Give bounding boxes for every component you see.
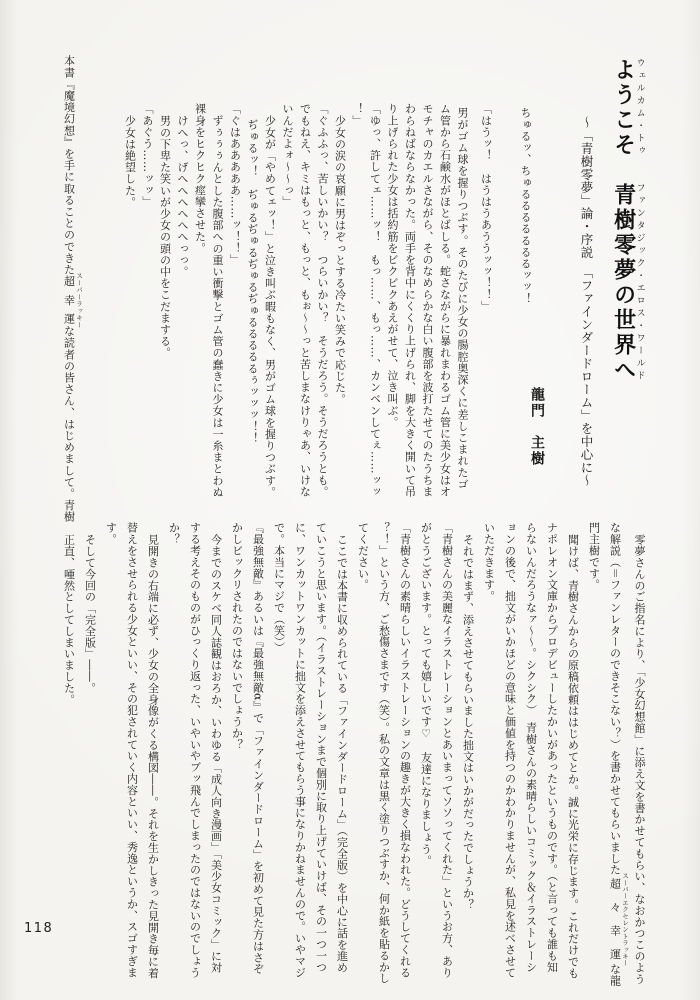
essay-section (58, 522, 650, 988)
text-column: いんだよォ〜〜っ」 (281, 103, 294, 208)
text-column: 男がゴム球を握りつぶす。そのたびに少女の腸腔奥深くに差しこまれたゴ (456, 107, 469, 490)
text-column: ョンの後で、拙文がいかほどの意味と価値を持つのかわかりませんが、私見を述べさせて (503, 522, 517, 978)
text-column: 零夢さんのご指名により、「少女幻想館」に添え文を書かせてもらい、なおかつこのよう (633, 534, 646, 985)
text-column: 聞けば、青樹さんからの原稿依頼ははじめてとか。誠に光栄に存じます。これだけでも (566, 534, 580, 979)
text-column: モチャのカエルさながら、そのなめらかな白い腹部を波打たせてのたうちま (421, 103, 434, 498)
text-column: 「ゆっ、許してェ……ッ！ もっ……、もっ……、カンベンしてぇ……ッッ (368, 103, 382, 498)
text-column: 少女が「やめてェッ！」と泣き叫ぶ暇もなく、男がゴム球を握りつぶす。 (263, 115, 277, 498)
text-column: ここでは本書に収められている「ファインダードローム」（完全版）を中心に話を進め (335, 534, 349, 974)
ruby-annotated-text: ようこそウェルカム・トゥ (610, 58, 645, 158)
text-column: がとうございます。とっても嬉しいです♡ 友達になりましょう。 (419, 522, 433, 866)
text-column: 少女の涙の哀願に男はぞっとする冷たい笑みで応じた。 (333, 115, 347, 405)
ruby-annotated-text: 超々幸運 スーパーエクセレントラッキー (608, 872, 629, 967)
page-title (604, 58, 645, 383)
text-column: 「ぐはあああああ……ッ！！」 (228, 103, 242, 266)
text-column: らないんだろうなァ〜〜。シクシク） 青樹さんの素晴らしいコミック＆イラストレーシ (524, 522, 538, 973)
text-column: 男の下卑た笑いが少女の頭の中をこだまする。 (158, 115, 172, 359)
text-column: でもねえ、キミはもっと、もっと、もぉ〜〜っと苦しまなけりゃあ、いけな (298, 103, 312, 498)
text-column: いただきます。 (482, 522, 496, 602)
text-column: 「はうッ！ はうはうあううッッ！！」 (479, 103, 493, 312)
text-column: 裸身をヒクヒク痙攣させた。 (193, 103, 207, 254)
text-column: てください。 (356, 522, 370, 591)
text-column: ！」 (351, 103, 364, 127)
text-column: ナポレオン文庫からプロデビューしたかいがあったというものです。（と言っても誰も知 (545, 522, 559, 973)
text-column: 今までのスケベ同人誌観はおろか、いわゆる「成人向き漫画」「美少女コミック」に対 (209, 534, 223, 974)
text-column: で。本当にマジで（笑）） (272, 522, 286, 654)
text-column: 少女は絶望した。 (123, 115, 137, 208)
text-column: ぢゅるッ！ ぢゅるぢゅるぢゅるぢゅるるるるるぅッッッ！！ (246, 119, 259, 444)
text-column: ずぅぅぅんとした腹部への重い衝撃とゴム管の蠢きに少女は一糸まとわぬ (211, 115, 224, 498)
text-column: 「ぐふふっ、苦しいかい？ つらいかい？ そうだろう。そうだろうとも。 (316, 103, 329, 498)
text-column: それではまず、添えさせてもらいました拙文はいかがだったでしょうか？ (461, 534, 475, 911)
text-column: ちゅるッ、ちゅるるるるるるるッッ！ (519, 107, 532, 305)
author-name: 龍門 主樹 (529, 387, 545, 467)
text-column: 「青樹さんの素晴らしいイラストレーションの趣きが大きく損なわれた。どうしてくれる (398, 522, 412, 978)
text-column: 見開きの右端に必ず、少女の全身像がくる構図――。それを生かしきった見開き毎に着 (146, 534, 160, 979)
text-column: な解説（＝ファンレターのできそこない？）を書かせてもらいました超々幸運 スーパーエクセレントラッキーな龍 (608, 522, 629, 987)
text-column: り上げられた少女は括約筋をビクビクあえがせて、泣き叫ぶ。 (386, 103, 399, 428)
text-column (604, 58, 645, 383)
text-column: わらねばならなかった。両手を背中にくくり上げられ、脚を大きく開いて吊 (403, 103, 417, 498)
ruby-annotated-text: 超幸運 スーパーラッキー (62, 272, 83, 329)
text-column: そして今回の「完全版」――。 (83, 534, 97, 694)
text-column: する考えそのものがひっくり返った、いやいやブッ飛んでしまったのではないのでしょう (188, 522, 202, 978)
text-column: ム管から石鹸水がほとばしる。蛇さながらに暴れまわるゴム管に美少女はオ (438, 103, 452, 498)
text-column: 門主樹です。 (587, 522, 601, 591)
text-column: ？！」という方、ご愁傷さまです（笑）。私の文章は黒く塗りつぶすか、何か紙を貼るかし (377, 522, 391, 984)
text-column: 本書『魔境幻想』を手に取ることのできた超幸運 スーパーラッキーな読者の皆さん、はじめまして。青樹 (62, 55, 83, 523)
text-column: 「青樹さんの美麗なイラストレーションとあいまってソソってくれた」というお方、あり (440, 522, 454, 978)
ruby-annotated-text: 青樹零夢の世界へファンタジック・エロス・ワールド (610, 183, 645, 383)
text-column: に、ワンカットワンカットに拙文を添えさせてもらう事になりかねませんので。いやマジ (293, 522, 307, 978)
text-column: す。 (104, 522, 118, 545)
text-column: 「あぐう……ッッ」 (141, 103, 154, 208)
text-column: か？ (167, 522, 181, 545)
text-column: ていこうと思います。（イラストレーションまで個別に取り上げていけば、その一つ一つ (314, 522, 328, 973)
text-column: 『最強無敵』あるいは『最強無敵α』で「ファインダードローム」を初めて見た方はさぞ (251, 522, 265, 975)
text-column: 正直、唖然としてしまいました。 (62, 534, 76, 705)
story-excerpt-section (56, 55, 534, 523)
title-subtitle: 〜「青樹零夢」論・序説 「ファインダードローム」を中心に〜 (579, 116, 594, 487)
text-column: 替えをさせられる少女といい、その犯されていく内容といい、秀逸というか、スゴすぎま (125, 522, 139, 978)
page-number: 118 (24, 921, 54, 936)
text-column: けへっ、げへへへへへへっっ。 (176, 115, 189, 278)
text-column: かしビックリされたのではないでしょうか？ (230, 522, 244, 750)
